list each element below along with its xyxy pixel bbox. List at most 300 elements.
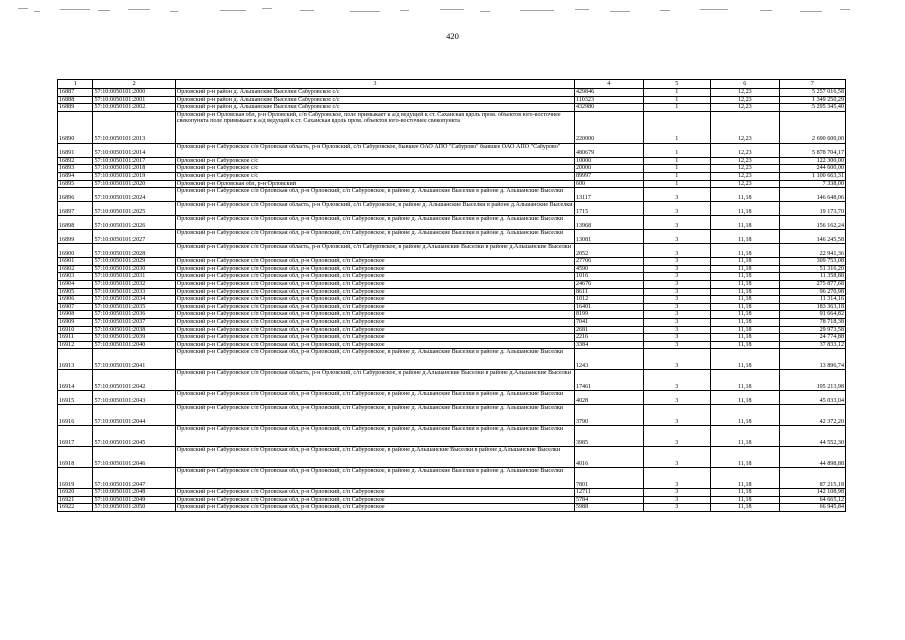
address-cell: Орловский р-н Сабуровское с/п Орловская обл, р-н Орловский, с/п Сабуровское, в районе д. Альшанские Выселки в районе д. Альшанские Выселки [175, 216, 574, 230]
column-header: 3 [175, 80, 574, 89]
rate-cell: 12,23 [711, 104, 780, 112]
cadastral-number-cell: 57:10:0050101:2029 [93, 258, 175, 266]
row-number-cell: 16901 [58, 258, 93, 266]
rate-cell: 12,23 [711, 89, 780, 97]
address-cell: Орловский р-н Сабуровское с/п Орловская обл, р-н Орловский, с/п Сабуровское [175, 341, 574, 349]
value-cell: 13 896,74 [779, 349, 845, 370]
cadastral-number-cell: 57:10:0050101:2033 [93, 288, 175, 296]
category-cell: 3 [643, 244, 710, 258]
address-cell: Орловский р-н Орловская обл, р-н Орловский [175, 180, 574, 188]
area-cell: 13081 [574, 230, 643, 244]
value-cell: 66 945,84 [779, 504, 845, 512]
area-cell: 10000 [574, 157, 643, 165]
address-cell: Орловский р-н Сабуровское с/п Орловская обл, р-н Орловский, с/п Сабуровское, в районе д. Альшанские Выселки в районе д. Альшанские Выселки [175, 188, 574, 202]
category-cell: 1 [643, 165, 710, 173]
address-cell: Орловский р-н Сабуровское с/п Орловская обл, р-н Орловский, с/п Сабуровское [175, 334, 574, 342]
column-header: 5 [643, 80, 710, 89]
cadastral-number-cell: 57:10:0050101:2041 [93, 349, 175, 370]
value-cell: 1 100 663,31 [779, 172, 845, 180]
cadastral-number-cell: 57:10:0050101:2037 [93, 318, 175, 326]
cadastral-number-cell: 57:10:0050101:2031 [93, 273, 175, 281]
rate-cell: 11,18 [711, 504, 780, 512]
category-cell: 1 [643, 89, 710, 97]
area-cell: 1243 [574, 349, 643, 370]
value-cell: 5 295 345,40 [779, 104, 845, 112]
value-cell: 45 033,04 [779, 391, 845, 405]
table-row [58, 280, 846, 288]
category-cell: 3 [643, 258, 710, 266]
category-cell: 3 [643, 288, 710, 296]
area-cell: 3384 [574, 341, 643, 349]
area-cell: 3790 [574, 405, 643, 426]
area-cell: 7801 [574, 468, 643, 489]
rate-cell: 12,23 [711, 96, 780, 104]
row-number-cell: 16899 [58, 230, 93, 244]
cadastral-number-cell: 57:10:0050101:2043 [93, 391, 175, 405]
table-row [58, 89, 846, 97]
row-number-cell: 16912 [58, 341, 93, 349]
row-number-cell: 16897 [58, 202, 93, 216]
value-cell: 91 664,82 [779, 311, 845, 319]
area-cell: 27706 [574, 258, 643, 266]
table-row [58, 496, 846, 504]
table-body [58, 80, 846, 512]
value-cell: 5 257 016,58 [779, 89, 845, 97]
row-number-cell: 16913 [58, 349, 93, 370]
value-cell: 42 372,20 [779, 405, 845, 426]
category-cell: 1 [643, 143, 710, 157]
value-cell: 146 245,58 [779, 230, 845, 244]
area-cell: 1715 [574, 202, 643, 216]
row-number-cell: 16894 [58, 172, 93, 180]
row-number-cell: 16914 [58, 370, 93, 391]
rate-cell: 11,18 [711, 391, 780, 405]
address-cell: Орловский р-н Сабуровское с/п Орловская обл, р-н Орловский, с/п Сабуровское [175, 303, 574, 311]
table-row [58, 172, 846, 180]
rate-cell: 11,18 [711, 311, 780, 319]
category-cell: 3 [643, 370, 710, 391]
table-row [58, 96, 846, 104]
address-cell: Орловский р-н Сабуровское с/п Орловская обл, р-н Орловский, с/п Сабуровское, в районе д. Альшанские Выселки в районе д. Альшанские Выселки [175, 391, 574, 405]
table-row [58, 273, 846, 281]
table-row [58, 489, 846, 497]
category-cell: 3 [643, 391, 710, 405]
table-row [58, 288, 846, 296]
category-cell: 3 [643, 296, 710, 304]
area-cell: 17461 [574, 370, 643, 391]
category-cell: 1 [643, 96, 710, 104]
rate-cell: 11,18 [711, 265, 780, 273]
area-cell: 89997 [574, 172, 643, 180]
table-row [58, 244, 846, 258]
address-cell: Орловский р-н Сабуровское с/п Орловская обл, р-н Орловский, с/п Сабуровское [175, 496, 574, 504]
table-row [58, 391, 846, 405]
rate-cell: 11,18 [711, 273, 780, 281]
address-cell: Орловский р-н Сабуровское с/п Орловская обл, р-н Орловский, с/п Сабуровское, в районе д. Альшанские Выселки в районе д. Альшанские Выселки [175, 230, 574, 244]
cadastral-number-cell: 57:10:0050101:2035 [93, 303, 175, 311]
category-cell: 3 [643, 341, 710, 349]
table-row [58, 370, 846, 391]
rate-cell: 11,18 [711, 188, 780, 202]
value-cell: 44 898,88 [779, 447, 845, 468]
table-row [58, 311, 846, 319]
column-header: 4 [574, 80, 643, 89]
cadastral-number-cell: 57:10:0050101:2018 [93, 165, 175, 173]
address-cell: Орловский р-н Сабуровское с/п Орловская обл, р-н Орловский, с/п Сабуровское [175, 504, 574, 512]
category-cell: 1 [643, 104, 710, 112]
category-cell: 3 [643, 334, 710, 342]
value-cell: 78 718,38 [779, 318, 845, 326]
rate-cell: 12,23 [711, 143, 780, 157]
table-row [58, 468, 846, 489]
cadastral-number-cell: 57:10:0050101:2024 [93, 188, 175, 202]
row-number-cell: 16905 [58, 288, 93, 296]
value-cell: 195 213,98 [779, 370, 845, 391]
value-cell: 64 665,12 [779, 496, 845, 504]
value-cell: 11 358,88 [779, 273, 845, 281]
cadastral-number-cell: 57:10:0050101:2026 [93, 216, 175, 230]
area-cell: 13117 [574, 188, 643, 202]
value-cell: 29 973,58 [779, 326, 845, 334]
area-cell: 13968 [574, 216, 643, 230]
cadastral-number-cell: 57:10:0050101:2045 [93, 426, 175, 447]
rate-cell: 11,18 [711, 334, 780, 342]
category-cell: 3 [643, 426, 710, 447]
row-number-cell: 16903 [58, 273, 93, 281]
row-number-cell: 16909 [58, 318, 93, 326]
cadastral-number-cell: 57:10:0050101:2042 [93, 370, 175, 391]
category-cell: 3 [643, 202, 710, 216]
category-cell: 3 [643, 311, 710, 319]
address-cell: Орловский р-н Сабуровское с/с [175, 157, 574, 165]
value-cell: 87 215,18 [779, 468, 845, 489]
land-registry-table [57, 79, 846, 512]
category-cell: 3 [643, 230, 710, 244]
row-number-cell: 16893 [58, 165, 93, 173]
cadastral-number-cell: 57:10:0050101:2048 [93, 489, 175, 497]
value-cell: 244 600,00 [779, 165, 845, 173]
rate-cell: 12,23 [711, 157, 780, 165]
rate-cell: 11,18 [711, 303, 780, 311]
category-cell: 3 [643, 188, 710, 202]
value-cell: 37 833,12 [779, 341, 845, 349]
cadastral-number-cell: 57:10:0050101:2020 [93, 180, 175, 188]
category-cell: 1 [643, 172, 710, 180]
area-cell: 5784 [574, 496, 643, 504]
value-cell: 275 877,68 [779, 280, 845, 288]
address-cell: Орловский р-н Сабуровское с/п Орловская обл, р-н Орловский, с/п Сабуровское [175, 318, 574, 326]
area-cell: 7041 [574, 318, 643, 326]
rate-cell: 11,18 [711, 349, 780, 370]
table-row [58, 180, 846, 188]
area-cell: 1016 [574, 273, 643, 281]
row-number-cell: 16916 [58, 405, 93, 426]
value-cell: 7 338,00 [779, 180, 845, 188]
address-cell: Орловский р-н район д. Альшанские Выселки Сабуровское с/с [175, 96, 574, 104]
address-cell: Орловский р-н Сабуровское с/п Орловская обл, р-н Орловский, с/п Сабуровское [175, 265, 574, 273]
rate-cell: 11,18 [711, 296, 780, 304]
address-cell: Орловский р-н Сабуровское с/п Орловская обл, р-н Орловский, с/п Сабуровское, в районе д. Альшанские Выселки в районе д. Альшанские Выселки [175, 468, 574, 489]
address-cell: Орловский р-н Сабуровское с/п Орловская область, р-н Орловский, с/п Сабуровское, бывшее ОАО АПО "Сабурово" бывшее ОАО АПО "Сабурово" [175, 143, 574, 157]
rate-cell: 12,23 [711, 180, 780, 188]
address-cell: Орловский р-н Сабуровское с/п Орловская обл, р-н Орловский, с/п Сабуровское, в районе д. Альшанские Выселки в районе д. Альшанские Выселки [175, 405, 574, 426]
area-cell: 16401 [574, 303, 643, 311]
address-cell: Орловский р-н Сабуровское с/п Орловская обл, р-н Орловский, с/п Сабуровское [175, 326, 574, 334]
table-row [58, 405, 846, 426]
value-cell: 5 878 704,17 [779, 143, 845, 157]
cadastral-number-cell: 57:10:0050101:2034 [93, 296, 175, 304]
category-cell: 3 [643, 447, 710, 468]
row-number-cell: 16919 [58, 468, 93, 489]
header-row [58, 80, 846, 89]
rate-cell: 11,18 [711, 244, 780, 258]
value-cell: 183 363,18 [779, 303, 845, 311]
rate-cell: 12,23 [711, 165, 780, 173]
row-number-cell: 16915 [58, 391, 93, 405]
row-number-cell: 16920 [58, 489, 93, 497]
column-header: 7 [779, 80, 845, 89]
cadastral-number-cell: 57:10:0050101:2032 [93, 280, 175, 288]
value-cell: 122 300,00 [779, 157, 845, 165]
address-cell: Орловский р-н Сабуровское с/п Орловская обл, р-н Орловский, с/п Сабуровское [175, 288, 574, 296]
row-number-cell: 16892 [58, 157, 93, 165]
value-cell: 22 941,36 [779, 244, 845, 258]
rate-cell: 11,18 [711, 405, 780, 426]
rate-cell: 11,18 [711, 230, 780, 244]
table-row [58, 157, 846, 165]
cadastral-number-cell: 57:10:0050101:2046 [93, 447, 175, 468]
column-header: 1 [58, 80, 93, 89]
cadastral-number-cell: 57:10:0050101:2025 [93, 202, 175, 216]
category-cell: 3 [643, 273, 710, 281]
row-number-cell: 16917 [58, 426, 93, 447]
row-number-cell: 16889 [58, 104, 93, 112]
area-cell: 8611 [574, 288, 643, 296]
cadastral-number-cell: 57:10:0050101:2030 [93, 265, 175, 273]
row-number-cell: 16910 [58, 326, 93, 334]
category-cell: 3 [643, 405, 710, 426]
address-cell: Орловский р-н Сабуровское с/п Орловская обл, р-н Орловский, с/п Сабуровское [175, 311, 574, 319]
row-number-cell: 16896 [58, 188, 93, 202]
address-cell: Орловский р-н район д. Альшанские Выселки Сабуровское с/с [175, 89, 574, 97]
value-cell: 156 162,24 [779, 216, 845, 230]
address-cell: Орловский р-н Сабуровское с/п Орловская обл, р-н Орловский, с/п Сабуровское, в районе д. Альшанские Выселки в районе д. Альшанские Выселки [175, 349, 574, 370]
area-cell: 432980 [574, 104, 643, 112]
rate-cell: 11,18 [711, 426, 780, 447]
table-row [58, 326, 846, 334]
address-cell: Орловский р-н Сабуровское с/п Орловская обл, р-н Орловский, с/п Сабуровское [175, 280, 574, 288]
cadastral-number-cell: 57:10:0050101:2017 [93, 157, 175, 165]
area-cell: 2681 [574, 326, 643, 334]
row-number-cell: 16906 [58, 296, 93, 304]
value-cell: 309 753,08 [779, 258, 845, 266]
rate-cell: 11,18 [711, 447, 780, 468]
address-cell: Орловский р-н Сабуровское с/п Орловская область, р-н Орловский, с/п Сабуровское, в районе д.Альшанские Выселки в районе д.Альшанские Выселки [175, 370, 574, 391]
rate-cell: 11,18 [711, 496, 780, 504]
value-cell: 1 349 250,29 [779, 96, 845, 104]
row-number-cell: 16888 [58, 96, 93, 104]
area-cell: 220000 [574, 111, 643, 143]
rate-cell: 11,18 [711, 341, 780, 349]
row-number-cell: 16921 [58, 496, 93, 504]
area-cell: 429846 [574, 89, 643, 97]
cadastral-number-cell: 57:10:0050101:2027 [93, 230, 175, 244]
category-cell: 3 [643, 265, 710, 273]
rate-cell: 11,18 [711, 489, 780, 497]
table-row [58, 143, 846, 157]
table-row [58, 258, 846, 266]
rate-cell: 11,18 [711, 288, 780, 296]
area-cell: 480679 [574, 143, 643, 157]
category-cell: 3 [643, 496, 710, 504]
table-row [58, 202, 846, 216]
column-header: 2 [93, 80, 175, 89]
cadastral-number-cell: 57:10:0050101:2050 [93, 504, 175, 512]
address-cell: Орловский р-н Сабуровское с/п Орловская область, р-н Орловский, с/п Сабуровское, в районе д.Альшанские Выселки в районе д.Альшанские Выселки [175, 244, 574, 258]
row-number-cell: 16900 [58, 244, 93, 258]
value-cell: 11 314,16 [779, 296, 845, 304]
address-cell: Орловский р-н Сабуровское с/п Орловская область, р-н Орловский, с/п Сабуровское, в районе д. Альшанские Выселки в районе д.Альшанские Выселки [175, 202, 574, 216]
row-number-cell: 16911 [58, 334, 93, 342]
category-cell: 3 [643, 326, 710, 334]
cadastral-number-cell: 57:10:0050101:2044 [93, 405, 175, 426]
address-cell: Орловский р-н Сабуровское с/п Орловская обл, р-н Орловский, с/п Сабуровское [175, 296, 574, 304]
cadastral-number-cell: 57:10:0050101:2047 [93, 468, 175, 489]
rate-cell: 11,18 [711, 326, 780, 334]
value-cell: 142 108,98 [779, 489, 845, 497]
value-cell: 2 690 600,00 [779, 111, 845, 143]
row-number-cell: 16890 [58, 111, 93, 143]
cadastral-number-cell: 57:10:0050101:2038 [93, 326, 175, 334]
table-row [58, 318, 846, 326]
cadastral-number-cell: 57:10:0050101:2036 [93, 311, 175, 319]
rate-cell: 11,18 [711, 280, 780, 288]
rate-cell: 11,18 [711, 202, 780, 216]
cadastral-number-cell: 57:10:0050101:2014 [93, 143, 175, 157]
cadastral-number-cell: 57:10:0050101:2002 [93, 104, 175, 112]
area-cell: 600 [574, 180, 643, 188]
cadastral-number-cell: 57:10:0050101:2049 [93, 496, 175, 504]
area-cell: 4016 [574, 447, 643, 468]
column-header: 6 [711, 80, 780, 89]
rate-cell: 11,18 [711, 318, 780, 326]
row-number-cell: 16922 [58, 504, 93, 512]
area-cell: 24676 [574, 280, 643, 288]
cadastral-number-cell: 57:10:0050101:2039 [93, 334, 175, 342]
table-row [58, 334, 846, 342]
area-cell: 2052 [574, 244, 643, 258]
cadastral-number-cell: 57:10:0050101:2001 [93, 96, 175, 104]
category-cell: 3 [643, 303, 710, 311]
table-row [58, 341, 846, 349]
table-row [58, 216, 846, 230]
cadastral-number-cell: 57:10:0050101:2019 [93, 172, 175, 180]
rate-cell: 11,18 [711, 468, 780, 489]
row-number-cell: 16908 [58, 311, 93, 319]
value-cell: 51 316,20 [779, 265, 845, 273]
row-number-cell: 16895 [58, 180, 93, 188]
row-number-cell: 16898 [58, 216, 93, 230]
value-cell: 44 552,30 [779, 426, 845, 447]
area-cell: 5988 [574, 504, 643, 512]
rate-cell: 12,23 [711, 111, 780, 143]
table-row [58, 349, 846, 370]
row-number-cell: 16907 [58, 303, 93, 311]
cadastral-number-cell: 57:10:0050101:2013 [93, 111, 175, 143]
rate-cell: 11,18 [711, 216, 780, 230]
value-cell: 24 774,88 [779, 334, 845, 342]
address-cell: Орловский р-н Сабуровское с/п Орловская обл, р-н Орловский, с/п Сабуровское [175, 489, 574, 497]
address-cell: Орловский р-н район д. Альшанские Выселки Сабуровское с/с [175, 104, 574, 112]
area-cell: 4590 [574, 265, 643, 273]
row-number-cell: 16904 [58, 280, 93, 288]
table-row [58, 104, 846, 112]
scan-noise-header [0, 0, 905, 20]
address-cell: Орловский р-н Сабуровское с/с [175, 165, 574, 173]
table-row [58, 188, 846, 202]
rate-cell: 12,23 [711, 172, 780, 180]
table-row [58, 303, 846, 311]
category-cell: 3 [643, 489, 710, 497]
cadastral-number-cell: 57:10:0050101:2028 [93, 244, 175, 258]
cadastral-number-cell: 57:10:0050101:2040 [93, 341, 175, 349]
table-row [58, 230, 846, 244]
category-cell: 3 [643, 280, 710, 288]
area-cell: 110323 [574, 96, 643, 104]
row-number-cell: 16902 [58, 265, 93, 273]
rate-cell: 11,18 [711, 258, 780, 266]
row-number-cell: 16918 [58, 447, 93, 468]
table-row [58, 447, 846, 468]
category-cell: 3 [643, 468, 710, 489]
value-cell: 19 173,70 [779, 202, 845, 216]
rate-cell: 11,18 [711, 370, 780, 391]
address-cell: Орловский р-н Сабуровское с/с [175, 172, 574, 180]
category-cell: 1 [643, 180, 710, 188]
category-cell: 3 [643, 318, 710, 326]
address-cell: Орловский р-н Сабуровское с/п Орловская обл, р-н Орловский, с/п Сабуровское, в районе д. Альшанские Выселки в районе д. Альшанские Выселки [175, 426, 574, 447]
table-row [58, 296, 846, 304]
row-number-cell: 16887 [58, 89, 93, 97]
value-cell: 146 648,06 [779, 188, 845, 202]
area-cell: 3985 [574, 426, 643, 447]
table-row [58, 265, 846, 273]
cadastral-number-cell: 57:10:0050101:2000 [93, 89, 175, 97]
category-cell: 1 [643, 111, 710, 143]
address-cell: Орловский р-н Сабуровское с/п Орловская обл, р-н Орловский, с/п Сабуровское [175, 258, 574, 266]
address-cell: Орловский р-н Сабуровское с/п Орловская обл, р-н Орловский, с/п Сабуровское [175, 273, 574, 281]
area-cell: 8199 [574, 311, 643, 319]
row-number-cell: 16891 [58, 143, 93, 157]
area-cell: 20000 [574, 165, 643, 173]
category-cell: 3 [643, 504, 710, 512]
page-number: 420 [446, 31, 459, 41]
table-row [58, 426, 846, 447]
value-cell: 96 270,98 [779, 288, 845, 296]
category-cell: 3 [643, 216, 710, 230]
address-cell: Орловский р-н Сабуровское с/п Орловская обл, р-н Орловский, с/п Сабуровское, в районе д.Альшанские Выселки в районе д.Альшанские Выселки [175, 447, 574, 468]
area-cell: 4028 [574, 391, 643, 405]
area-cell: 12711 [574, 489, 643, 497]
category-cell: 3 [643, 349, 710, 370]
table-row [58, 165, 846, 173]
address-cell: Орловский р-н Орловская обл, р-н Орловский, с/п Сабуровское, поле примыкает к а/д ведущей к ст. Саханская вдоль пром. объектов юго-восточнее свекопункта поле примыкает к а/д ведущей к ст. Саханская вдоль пром. объектов юго-восточнее свекопункта [175, 111, 574, 143]
area-cell: 1012 [574, 296, 643, 304]
table-row [58, 111, 846, 143]
category-cell: 1 [643, 157, 710, 165]
table-row [58, 504, 846, 512]
area-cell: 2216 [574, 334, 643, 342]
